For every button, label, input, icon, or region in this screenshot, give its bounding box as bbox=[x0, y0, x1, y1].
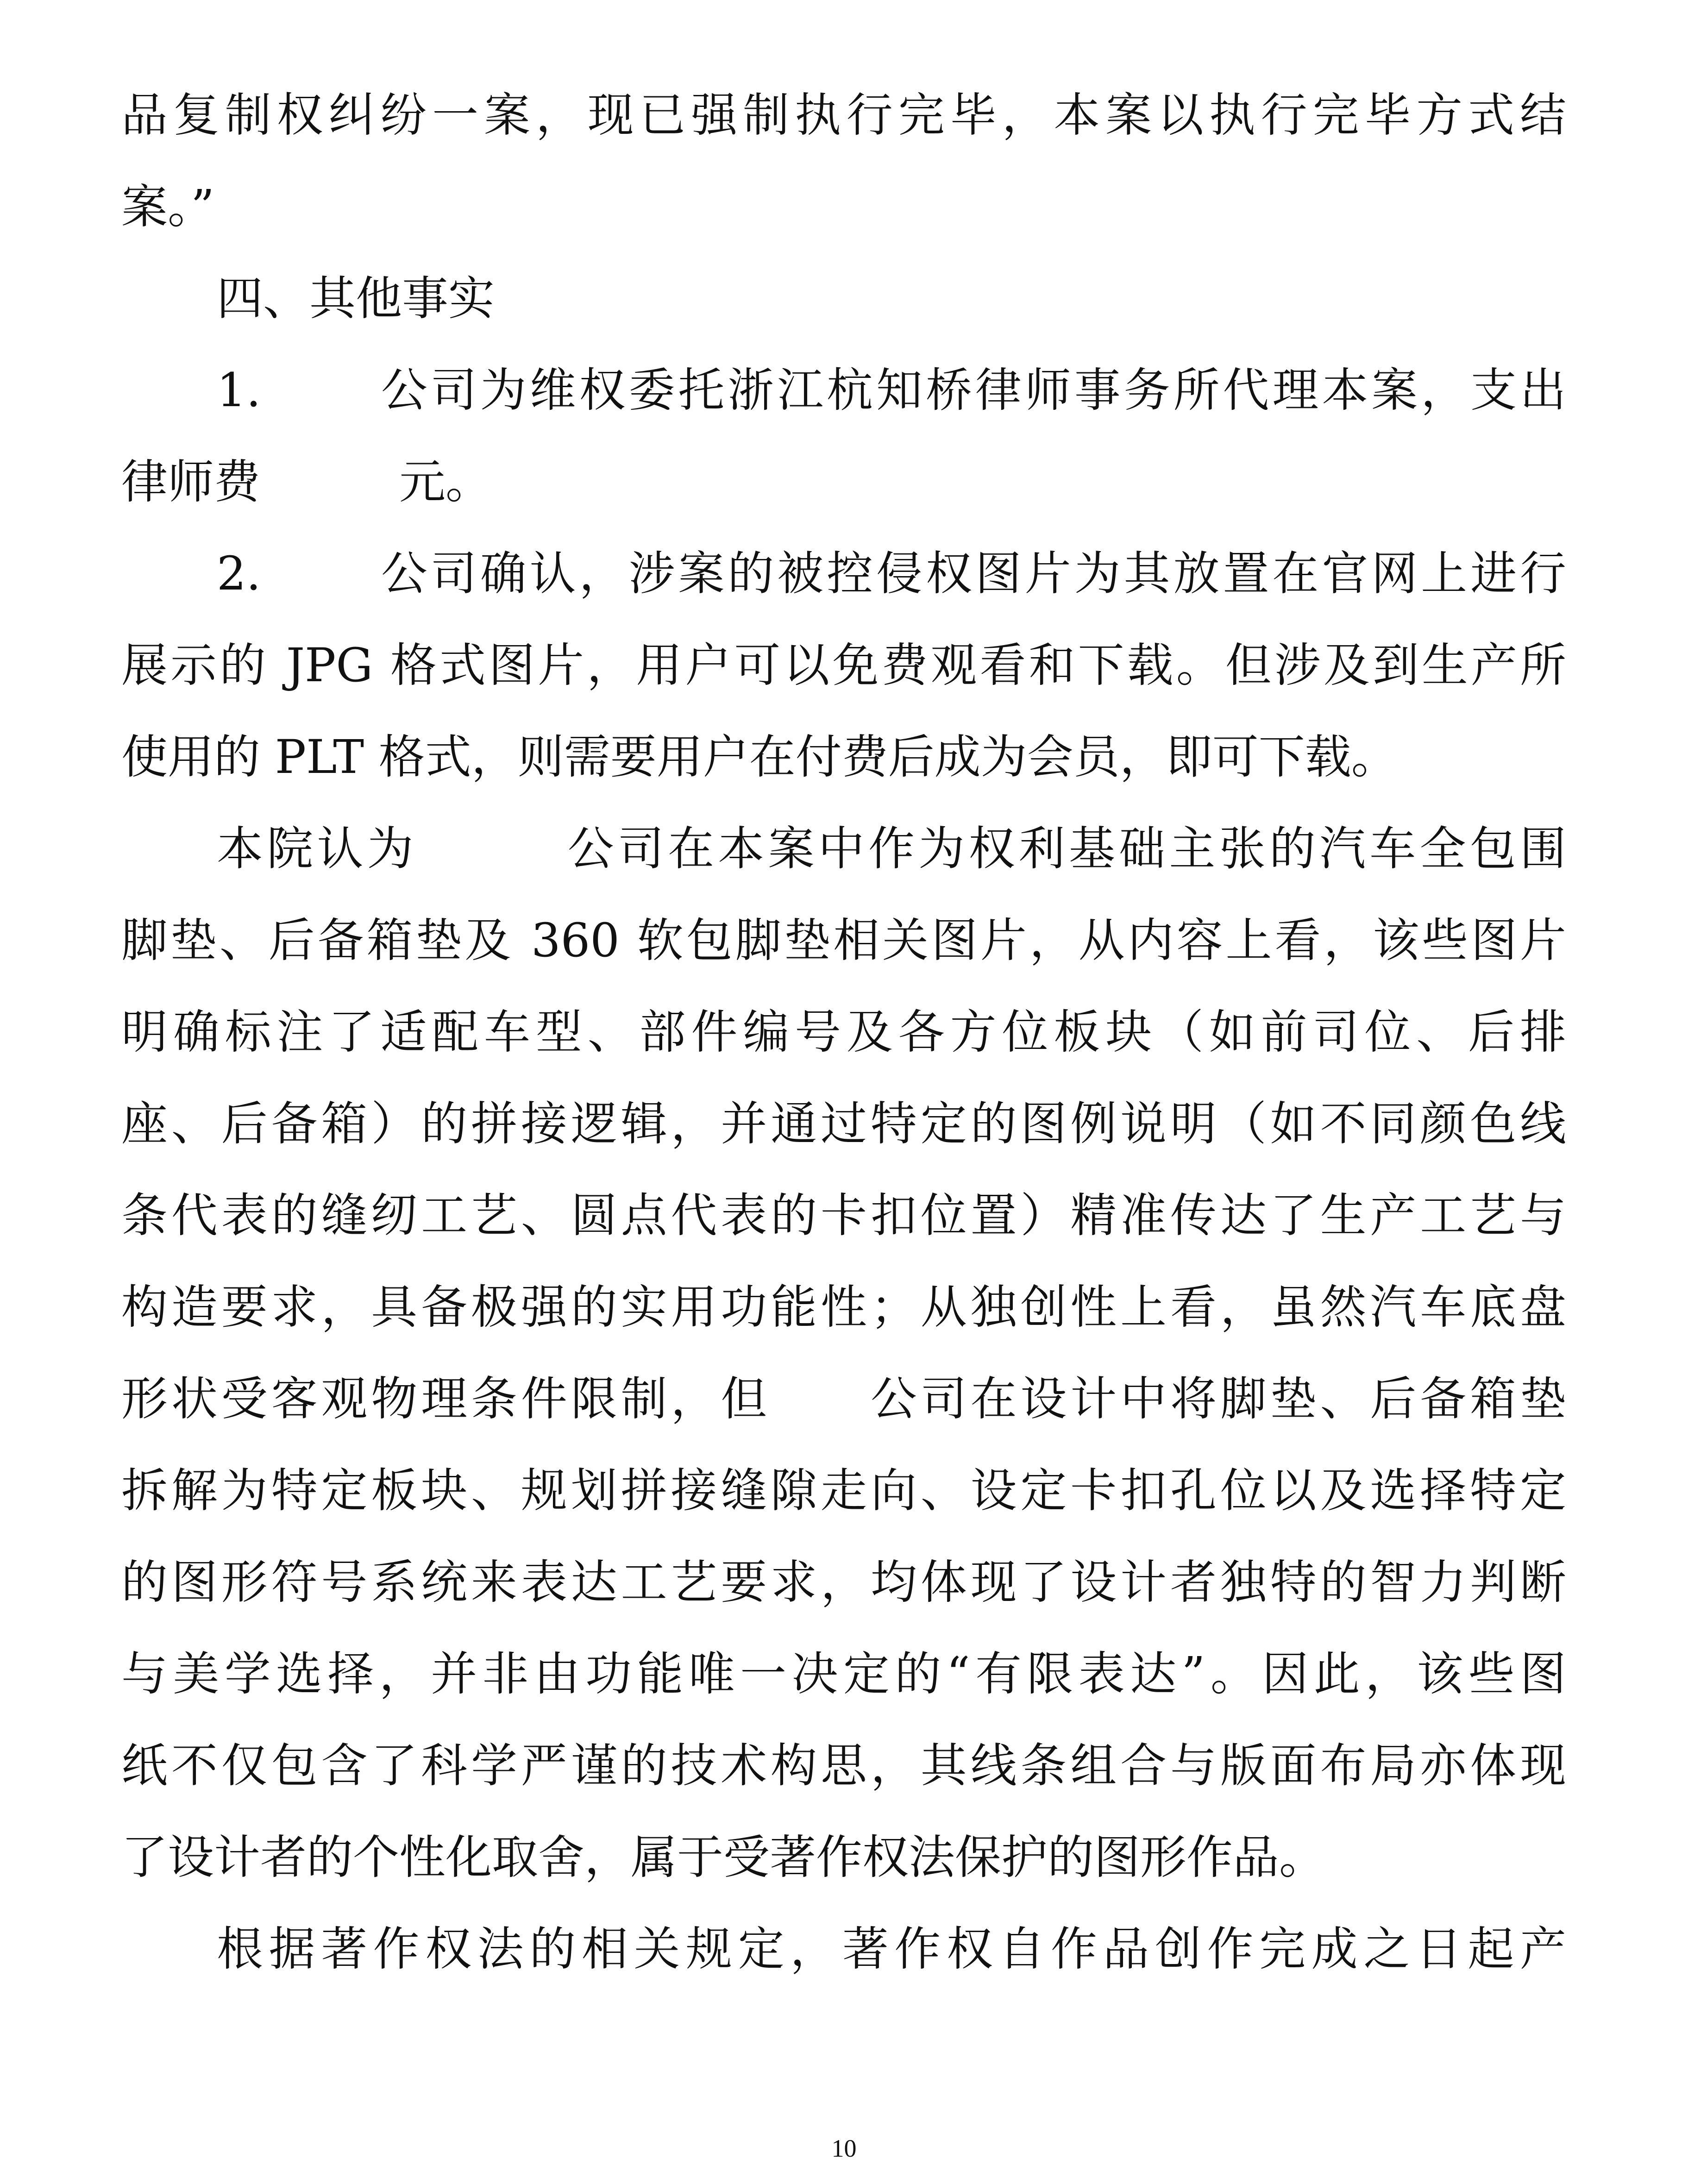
text-line: 品复制权纠纷一案，现已强制执行完毕，本案以执行完毕方式结 bbox=[121, 88, 1566, 142]
text-line: 使用的 PLT 格式，则需要用户在付费后成为会员，即可下载。 bbox=[121, 730, 1398, 784]
text-line: 条代表的缝纫工艺、圆点代表的卡扣位置）精准传达了生产工艺与 bbox=[121, 1188, 1566, 1243]
text-line: 根据著作权法的相关规定，著作权自作品创作完成之日起产 bbox=[217, 1922, 1566, 1976]
text-line: 1. 公司为维权委托浙江杭知桥律师事务所代理本案，支出 bbox=[217, 363, 1566, 417]
document-body bbox=[121, 69, 1566, 1995]
section-heading: 四、其他事实 bbox=[217, 271, 495, 326]
text-line: 座、后备箱）的拼接逻辑，并通过特定的图例说明（如不同颜色线 bbox=[121, 1097, 1566, 1151]
text-line: 与美学选择，并非由功能唯一决定的“有限表达”。因此，该些图 bbox=[121, 1647, 1566, 1701]
text-line: 展示的 JPG 格式图片，用户可以免费观看和下载。但涉及到生产所 bbox=[121, 638, 1566, 692]
text-line: 本院认为 公司在本案中作为权利基础主张的汽车全包围 bbox=[217, 822, 1566, 876]
text-line: 构造要求，具备极强的实用功能性；从独创性上看，虽然汽车底盘 bbox=[121, 1280, 1566, 1334]
text-line: 纸不仅包含了科学严谨的技术构思，其线条组合与版面布局亦体现 bbox=[121, 1738, 1566, 1793]
text-line: 拆解为特定板块、规划拼接缝隙走向、设定卡扣孔位以及选择特定 bbox=[121, 1463, 1566, 1518]
text-line: 律师费 元。 bbox=[121, 455, 492, 509]
page-number: 10 bbox=[831, 2134, 857, 2162]
text-line: 案。” bbox=[121, 180, 215, 234]
text-line: 2. 公司确认，涉案的被控侵权图片为其放置在官网上进行 bbox=[217, 546, 1566, 601]
text-line: 形状受客观物理条件限制，但 公司在设计中将脚垫、后备箱垫 bbox=[121, 1372, 1566, 1426]
text-line: 明确标注了适配车型、部件编号及各方位板块（如前司位、后排 bbox=[121, 1005, 1566, 1059]
text-line: 脚垫、后备箱垫及 360 软包脚垫相关图片，从内容上看，该些图片 bbox=[121, 913, 1566, 967]
text-line: 的图形符号系统来表达工艺要求，均体现了设计者独特的智力判断 bbox=[121, 1555, 1566, 1609]
text-line: 了设计者的个性化取舍，属于受著作权法保护的图形作品。 bbox=[121, 1830, 1325, 1884]
